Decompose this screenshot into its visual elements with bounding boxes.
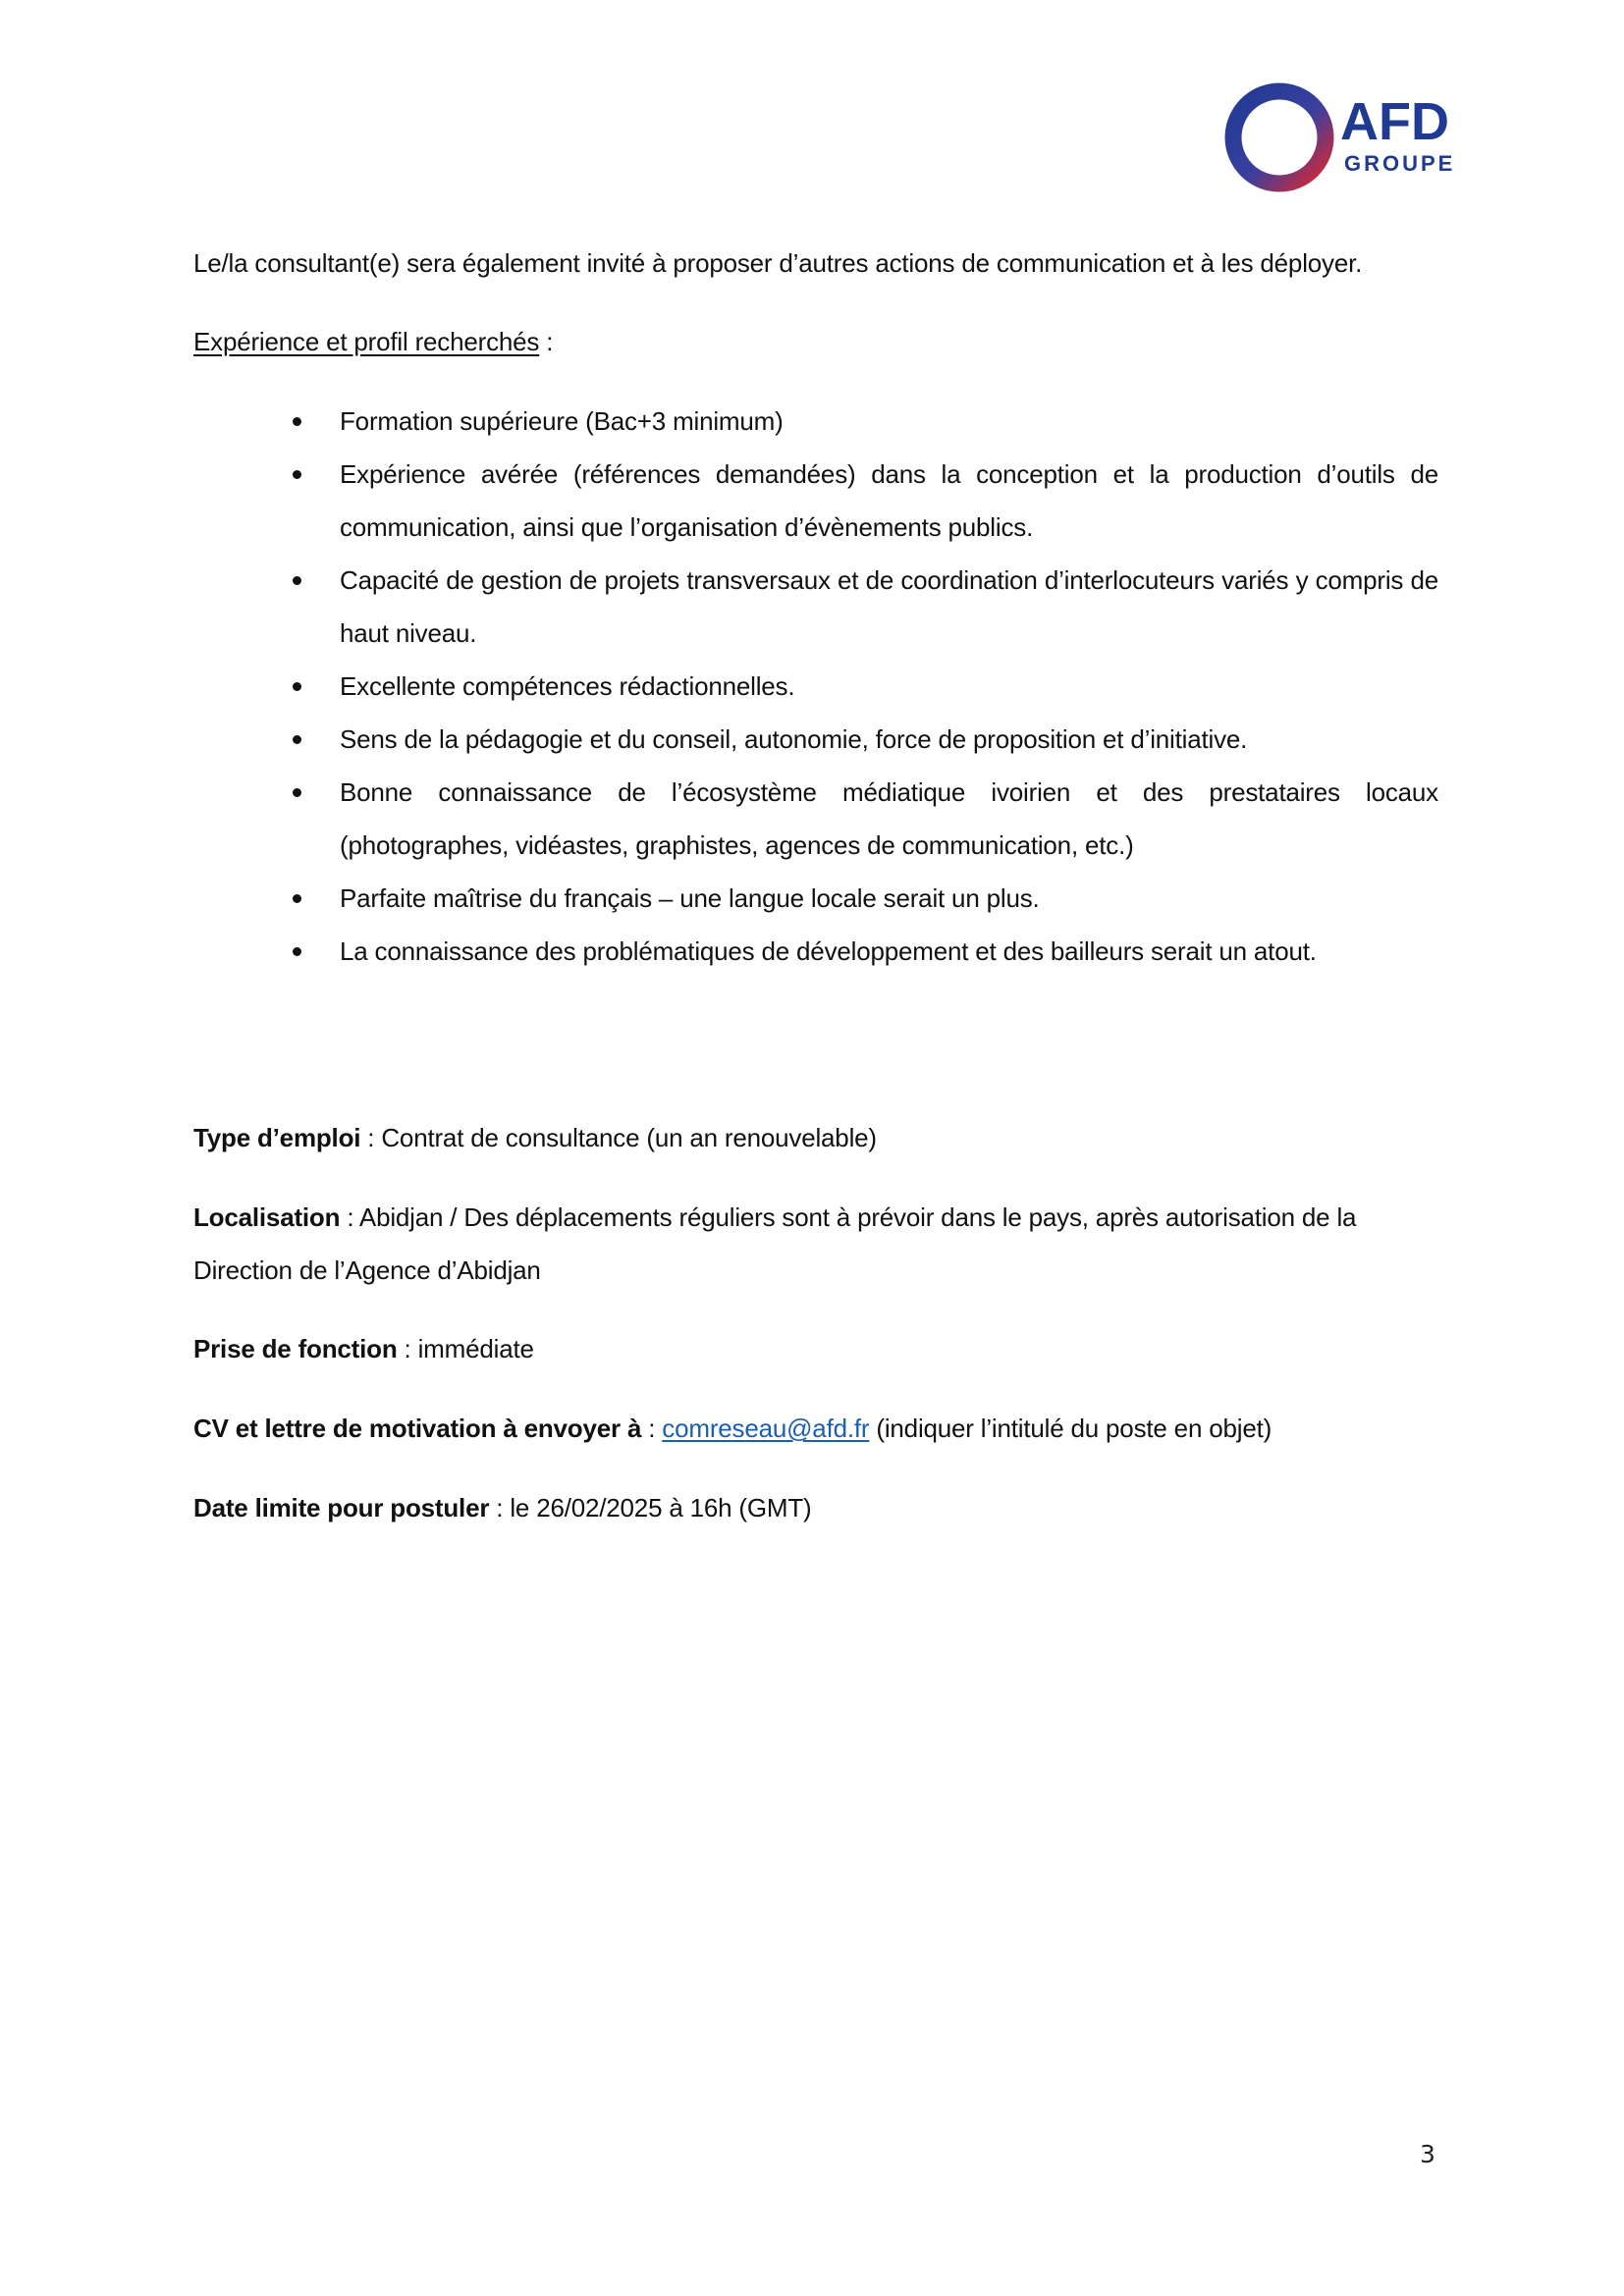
list-item: [193, 925, 1438, 978]
list-item: [193, 872, 1438, 925]
bullet-icon: [293, 470, 301, 479]
email-link[interactable]: comreseau@afd.fr: [662, 1414, 870, 1443]
start-label: Prise de fonction: [193, 1334, 398, 1363]
intro-paragraph: Le/la consultant(e) sera également invité à proposer d’autres actions de communication et à les déployer.: [193, 248, 1363, 278]
start-line: [193, 1322, 1438, 1375]
list-item: [193, 660, 1438, 713]
deadline-value: : le 26/02/2025 à 16h (GMT): [489, 1493, 812, 1522]
cv-separator: :: [641, 1414, 663, 1443]
job-type-label: Type d’emploi: [193, 1123, 361, 1152]
bullet-icon: [293, 788, 301, 797]
location-label: Localisation: [193, 1202, 341, 1232]
list-item: [193, 766, 1438, 872]
deadline-line: [193, 1481, 1438, 1534]
job-type-value: : Contrat de consultance (un an renouvelable): [360, 1123, 877, 1152]
list-item-text: Bonne connaissance de l’écosystème médiatique ivoirien et des prestataires locaux (photographes, vidéastes, graphistes, agences de communication, etc.): [340, 777, 1438, 860]
list-item-text: Excellente compétences rédactionnelles.: [340, 671, 795, 701]
profile-bullet-list: [193, 395, 1438, 978]
location-line: [193, 1191, 1438, 1297]
profile-heading-suffix: :: [539, 327, 554, 356]
profile-heading: [193, 315, 1438, 368]
list-item-text: La connaissance des problématiques de développement et des bailleurs serait un atout.: [340, 936, 1317, 966]
start-value: : immédiate: [397, 1334, 534, 1363]
list-item: [193, 554, 1438, 660]
list-item-text: Formation supérieure (Bac+3 minimum): [340, 406, 784, 436]
location-value: : Abidjan / Des déplacements réguliers sont à prévoir dans le pays, après autorisation de la Direction de l’Agence d’Abidjan: [193, 1202, 1357, 1285]
logo-secondary-text: GROUPE: [1344, 151, 1456, 176]
profile-heading-label: Expérience et profil recherchés: [193, 327, 540, 356]
list-item: [193, 395, 1438, 448]
bullet-icon: [293, 894, 301, 903]
bullet-icon: [293, 682, 301, 691]
bullet-icon: [293, 576, 301, 585]
list-item-text: Capacité de gestion de projets transversaux et de coordination d’interlocuteurs variés y compris de haut niveau.: [340, 565, 1438, 648]
afd-logo: [1220, 79, 1486, 196]
logo-primary-text: AFD: [1340, 92, 1449, 151]
bullet-icon: [293, 417, 301, 426]
cv-label: CV et lettre de motivation à envoyer à: [193, 1414, 642, 1443]
bullet-icon: [293, 947, 301, 956]
job-type-line: [193, 1111, 1438, 1164]
bullet-icon: [293, 735, 301, 744]
page-number: 3: [1420, 2140, 1435, 2168]
deadline-label: Date limite pour postuler: [193, 1493, 490, 1522]
list-item-text: Parfaite maîtrise du français – une langue locale serait un plus.: [340, 883, 1040, 913]
cv-after: (indiquer l’intitulé du poste en objet): [869, 1414, 1272, 1443]
list-item-text: Expérience avérée (références demandées) dans la conception et la production d’outils de communication, ainsi que l’organisation d’évènements publics.: [340, 459, 1438, 542]
afd-ring-icon: [1220, 79, 1486, 196]
list-item: [193, 713, 1438, 766]
list-item-text: Sens de la pédagogie et du conseil, autonomie, force de proposition et d’initiative.: [340, 724, 1248, 754]
list-item: [193, 448, 1438, 554]
cv-line: [193, 1402, 1438, 1455]
